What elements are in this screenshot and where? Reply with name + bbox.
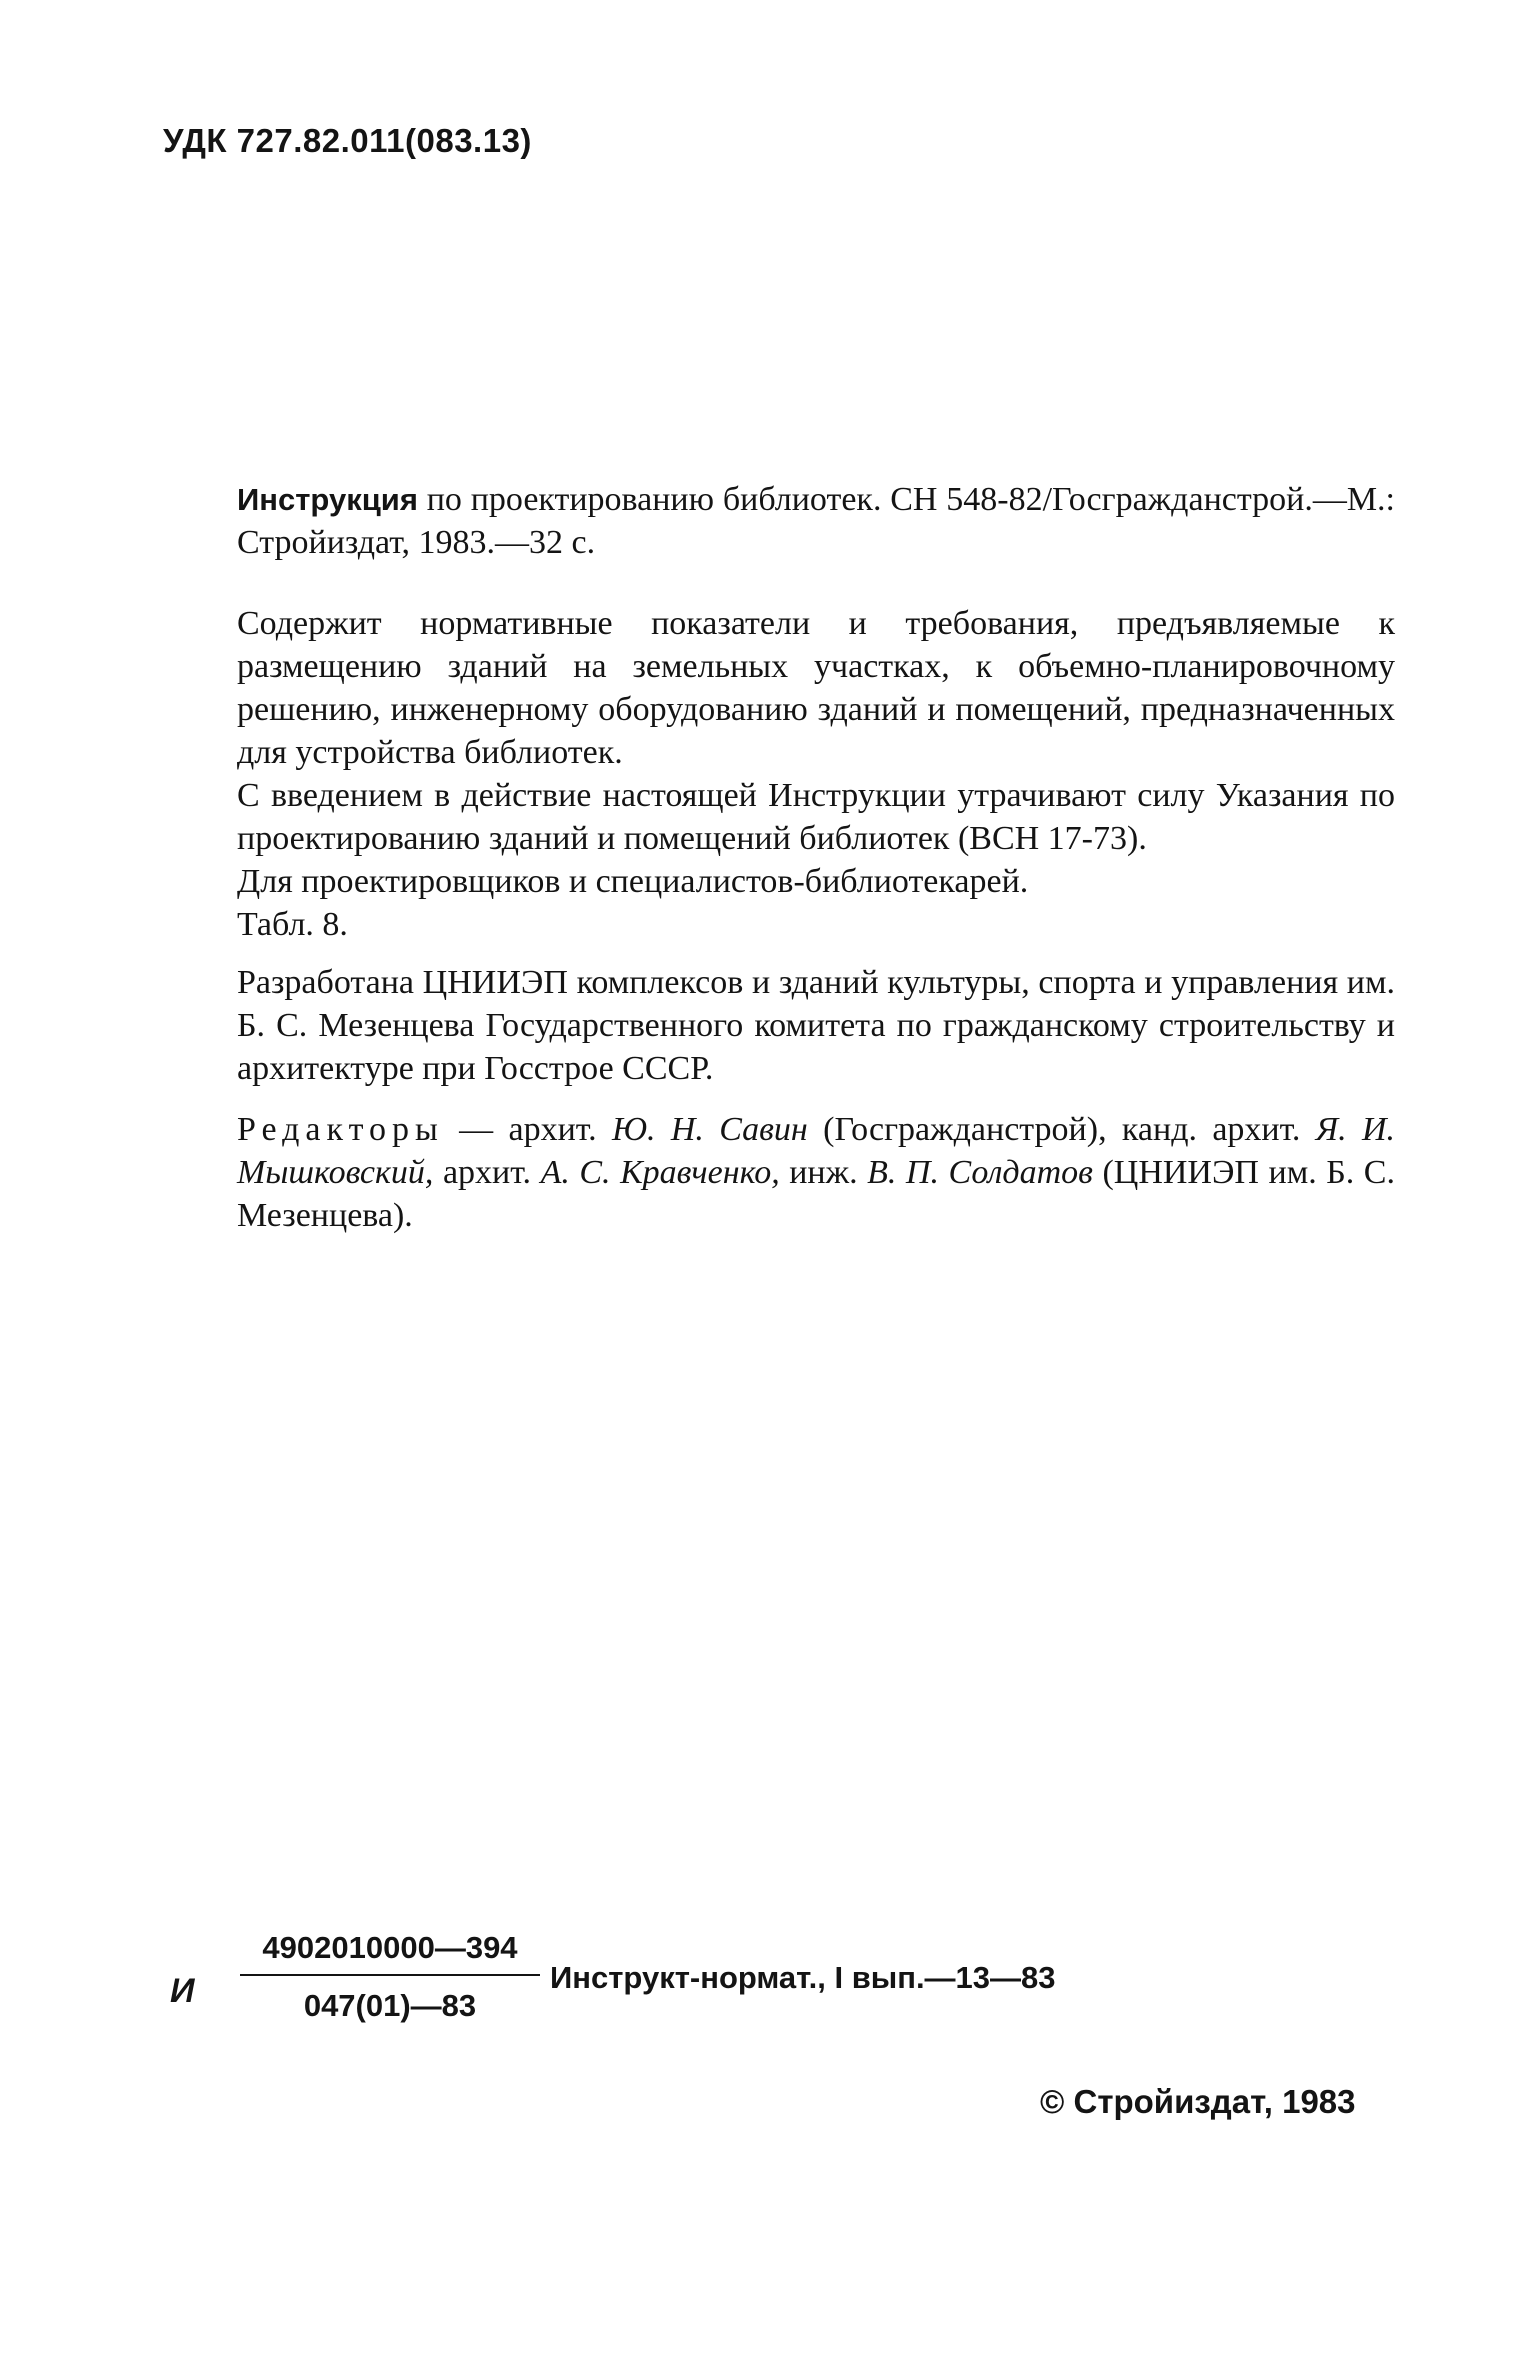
editors-label: Редакторы [237, 1111, 444, 1148]
imprint-series: Инструкт-нормат., I вып.—13—83 [550, 1960, 1056, 1995]
abstract [237, 602, 1395, 946]
bibliographic-record [237, 478, 1395, 564]
udk-code: УДК 727.82.011(083.13) [163, 122, 532, 159]
imprint-denominator: 047(01)—83 [303, 1988, 477, 2023]
copyright: © Стройиздат, 1983 [1040, 2083, 1356, 2120]
imprint-numerator: 4902010000—394 [240, 1930, 540, 1976]
editor-2: Я. И. Мышковский, [237, 1111, 1396, 1191]
editor-3: А. С. Кравченко, [540, 1154, 780, 1191]
abstract-paragraph-2: С введением в действие настоящей Инструкции утрачивают силу Указания по проектированию зданий и помещений библиотек (ВСН 17-73). [237, 777, 1395, 857]
editor-1-tail: (Госгражданстрой), канд. архит. [807, 1111, 1316, 1148]
editor-1: Ю. Н. Савин [611, 1111, 808, 1148]
editor-3-tail: инж. [779, 1154, 868, 1191]
imprint-fraction [240, 1930, 540, 2024]
editors [237, 1108, 1395, 1237]
title-rest: по проектированию библиотек. СН 548-82/Госгражданстрой.—М.: Стройиздат, 1983.—32 с. [237, 481, 1395, 561]
developed-by-text: Разработана ЦНИИЭП комплексов и зданий культуры, спорта и управления им. Б. С. Мезенцева Государственного комитета по гражданскому строительству и архитектуре при Госстрое СССР. [237, 964, 1395, 1087]
title-lead: Инструкция [237, 482, 418, 517]
abstract-paragraph-1: Содержит нормативные показатели и требования, предъявляемые к размещению зданий на земельных участках, к объемно-планировочному решению, инженерному оборудованию зданий и помещений, предназначенных для устройства библиотек. [237, 605, 1395, 771]
editor-4-tail: (ЦНИИЭП им. Б. С. Мезенцева). [237, 1154, 1395, 1234]
editor-2-tail: архит. [433, 1154, 541, 1191]
abstract-paragraph-3: Для проектировщиков и специалистов-библиотекарей. [237, 863, 1029, 900]
editors-dash: — архит. [443, 1111, 612, 1148]
developed-by [237, 961, 1395, 1090]
editor-4: В. П. Солдатов [867, 1154, 1093, 1191]
imprint-letter: И [170, 1972, 195, 2010]
abstract-paragraph-4: Табл. 8. [237, 906, 348, 943]
